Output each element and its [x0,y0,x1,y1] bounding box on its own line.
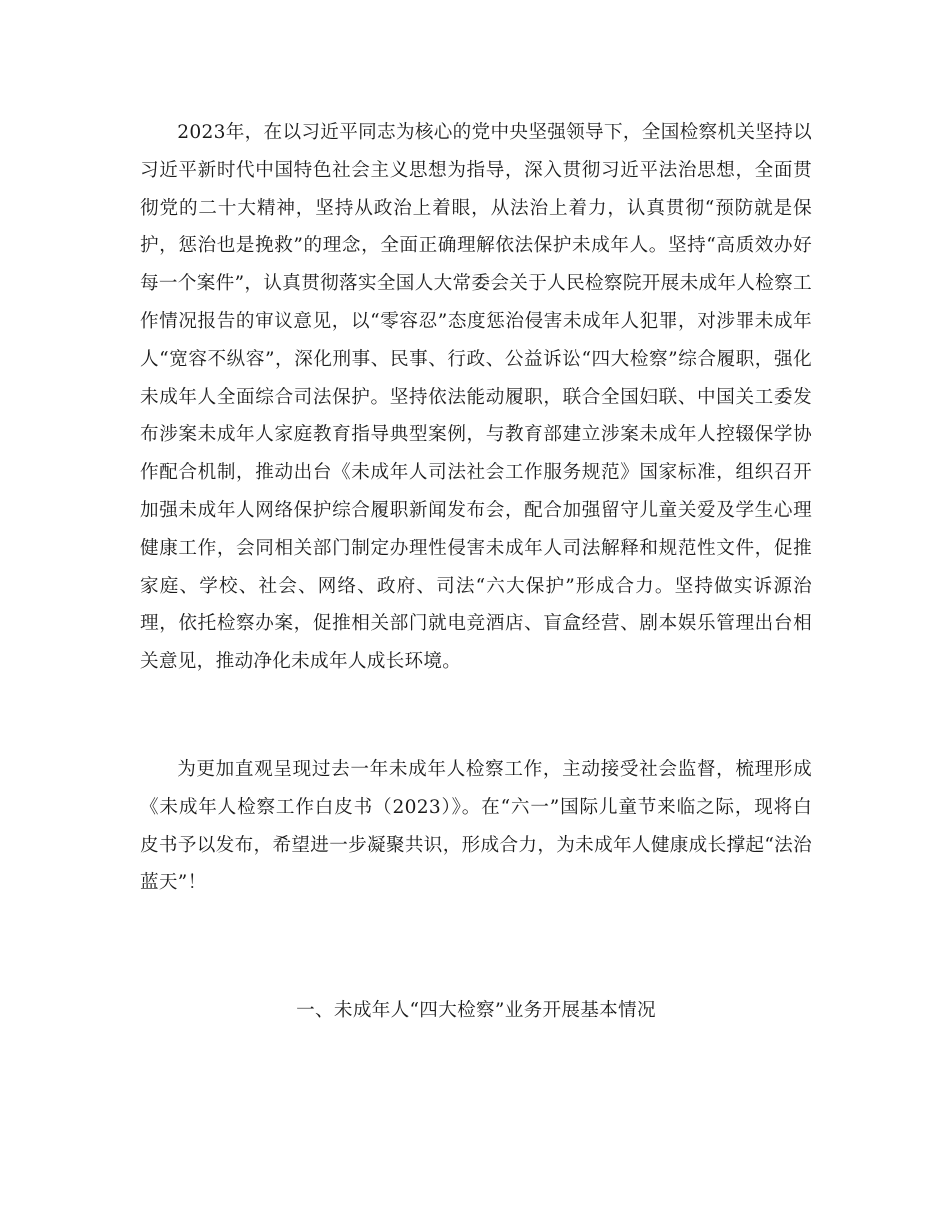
intro-paragraph: 2023年，在以习近平同志为核心的党中央坚强领导下，全国检察机关坚持以习近平新时代中国特色社会主义思想为指导，深入贯彻习近平法治思想，全面贯彻党的二十大精神，坚持从政治上着眼，从法治上着力，认真贯彻“预防就是保护，惩治也是挽救”的理念，全面正确理解依法保护未成年人。坚持“高质效办好每一个案件”，认真贯彻落实全国人大常委会关于人民检察院开展未成年人检察工作情况报告的审议意见，以“零容忍”态度惩治侵害未成年人犯罪，对涉罪未成年人“宽容不纵容”，深化刑事、民事、行政、公益诉讼“四大检察”综合履职，强化未成年人全面综合司法保护。坚持依法能动履职，联合全国妇联、中国关工委发布涉案未成年人家庭教育指导典型案例，与教育部建立涉案未成年人控辍保学协作配合机制，推动出台《未成年人司法社会工作服务规范》国家标准，组织召开加强未成年人网络保护综合履职新闻发布会，配合加强留守儿童关爱及学生心理健康工作，会同相关部门制定办理性侵害未成年人司法解释和规范性文件，促推家庭、学校、社会、网络、政府、司法“六大保护”形成合力。坚持做实诉源治理，依托检察办案，促推相关部门就电竞酒店、盲盒经营、剧本娱乐管理出台相关意见，推动净化未成年人成长环境。 [140,122,812,673]
release-paragraph: 为更加直观呈现过去一年未成年人检察工作，主动接受社会监督，梳理形成《未成年人检察工作白皮书（2023）》。在“六一”国际儿童节来临之际，现将白皮书予以发布，希望进一步凝聚共识，形成合力，为未成年人健康成长撑起“法治蓝天”！ [140,759,812,894]
section-heading: 一、未成年人“四大检察”业务开展基本情况 [296,1000,656,1021]
